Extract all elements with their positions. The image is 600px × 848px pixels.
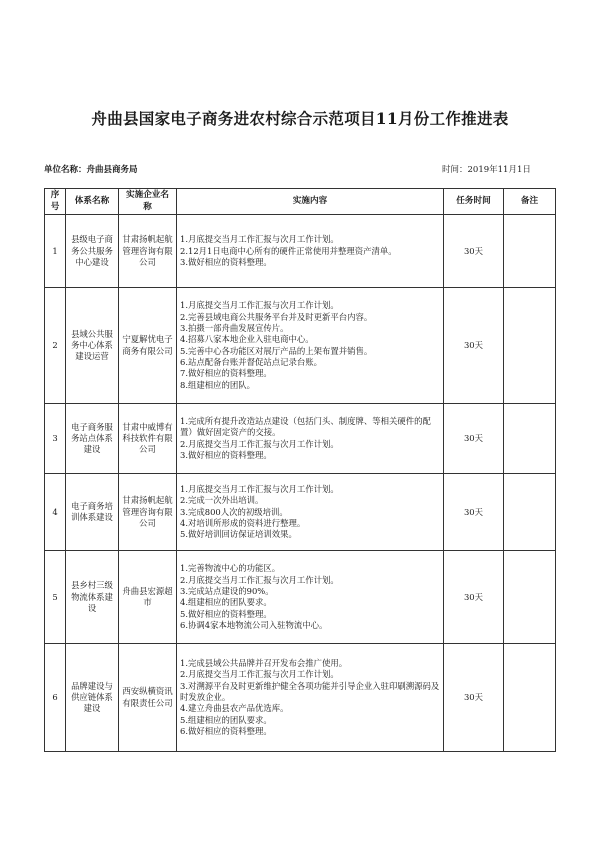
row-note xyxy=(504,215,556,288)
content-item: 2.月底提交当月工作汇报与次月工作计划。 xyxy=(180,669,339,680)
table-row xyxy=(45,551,556,644)
content-item: 5.做好相应的资料整理。 xyxy=(180,608,272,619)
row-time: 30天 xyxy=(444,474,504,551)
document-date: 时间：2019年11月1日 xyxy=(442,165,531,175)
row-seq: 6 xyxy=(45,644,66,752)
content-item: 1.月底提交当月工作汇报与次月工作计划。 xyxy=(180,300,339,311)
content-item: 1.完成县域公共品牌并召开发布会推广使用。 xyxy=(180,657,348,668)
row-seq: 3 xyxy=(45,404,66,474)
content-item: 1.月底提交当月工作汇报与次月工作计划。 xyxy=(180,234,339,245)
content-item: 8.组建相应的团队。 xyxy=(180,379,255,390)
content-item: 2.完善县域电商公共服务平台并及时更新平台内容。 xyxy=(180,311,373,322)
row-content xyxy=(177,404,444,474)
content-item: 2.完成一次外出培训。 xyxy=(180,495,264,506)
header-seq: 序号 xyxy=(45,189,66,215)
row-time: 30天 xyxy=(444,288,504,404)
header-system: 体系名称 xyxy=(66,189,119,215)
row-note xyxy=(504,644,556,752)
table-header-row xyxy=(45,189,556,215)
row-note xyxy=(504,474,556,551)
row-system: 品牌建设与供应链体系建设 xyxy=(66,644,119,752)
row-system: 电子商务培训体系建设 xyxy=(66,474,119,551)
row-company: 甘肃中威博有科技软件有限公司 xyxy=(119,404,177,474)
content-item: 5.完善中心各功能区对展厅产品的上架布置并销售。 xyxy=(180,345,373,356)
content-item: 2.月底提交当月工作汇报与次月工作计划。 xyxy=(180,574,339,585)
content-item: 2.12月1日电商中心所有的硬件正常使用并整理资产清单。 xyxy=(180,245,397,256)
table-row xyxy=(45,288,556,404)
row-note xyxy=(504,404,556,474)
row-content xyxy=(177,288,444,404)
row-note xyxy=(504,288,556,404)
row-time: 30天 xyxy=(444,551,504,644)
row-system: 电子商务服务站点体系建设 xyxy=(66,404,119,474)
row-content xyxy=(177,551,444,644)
row-time: 30天 xyxy=(444,404,504,474)
content-item: 1.完善物流中心的功能区。 xyxy=(180,563,281,574)
content-item: 6.站点配备台账并督促站点记录台账。 xyxy=(180,357,322,368)
content-item: 5.做好培训回访保证培训效果。 xyxy=(180,529,297,540)
content-item: 4.建立舟曲县农产品优选库。 xyxy=(180,703,289,714)
row-seq: 5 xyxy=(45,551,66,644)
row-company: 甘肃扬帆起航管理咨询有限公司 xyxy=(119,474,177,551)
content-item: 3.对溯源平台及时更新维护健全各项功能并引导企业入驻印刷溯源码及时发放企业。 xyxy=(180,680,440,703)
table-row xyxy=(45,215,556,288)
row-note xyxy=(504,551,556,644)
content-item: 2.月底提交当月工作汇报与次月工作计划。 xyxy=(180,438,339,449)
content-item: 3.做好相应的资料整理。 xyxy=(180,256,272,267)
content-item: 3.做好相应的资料整理。 xyxy=(180,450,272,461)
table-row xyxy=(45,644,556,752)
content-item: 4.招募八家本地企业入驻电商中心。 xyxy=(180,334,314,345)
row-seq: 1 xyxy=(45,215,66,288)
header-company: 实施企业名称 xyxy=(119,189,177,215)
row-seq: 2 xyxy=(45,288,66,404)
content-item: 4.对培训所形成的资料进行整理。 xyxy=(180,517,306,528)
row-time: 30天 xyxy=(444,215,504,288)
content-item: 5.组建相应的团队要求。 xyxy=(180,714,272,725)
content-item: 7.做好相应的资料整理。 xyxy=(180,368,272,379)
row-system: 县域公共服务中心体系建设运营 xyxy=(66,288,119,404)
row-content xyxy=(177,474,444,551)
row-company: 宁夏解忧电子商务有限公司 xyxy=(119,288,177,404)
work-progress-table xyxy=(44,188,556,752)
row-company: 舟曲县宏源超市 xyxy=(119,551,177,644)
content-item: 6.做好相应的资料整理。 xyxy=(180,726,272,737)
row-content xyxy=(177,644,444,752)
document-title: 舟曲县国家电子商务进农村综合示范项目11月份工作推进表 xyxy=(91,109,509,128)
table-row xyxy=(45,474,556,551)
row-content xyxy=(177,215,444,288)
row-company: 甘肃扬帆起航管理咨询有限公司 xyxy=(119,215,177,288)
unit-name: 单位名称：舟曲县商务局 xyxy=(44,165,138,175)
header-time: 任务时间 xyxy=(444,189,504,215)
row-system: 县乡村三级物流体系建设 xyxy=(66,551,119,644)
row-system: 县级电子商务公共服务中心建设 xyxy=(66,215,119,288)
header-content: 实施内容 xyxy=(177,189,444,215)
content-item: 3.完成站点建设的90%。 xyxy=(180,585,274,596)
header-note: 备注 xyxy=(504,189,556,215)
content-item: 4.组建相应的团队要求。 xyxy=(180,597,272,608)
content-item: 1.月底提交当月工作汇报与次月工作计划。 xyxy=(180,483,339,494)
row-time: 30天 xyxy=(444,644,504,752)
row-company: 西安纵横资讯有限责任公司 xyxy=(119,644,177,752)
row-seq: 4 xyxy=(45,474,66,551)
table-row xyxy=(45,404,556,474)
content-item: 3.拍摄一部舟曲发展宣传片。 xyxy=(180,323,289,333)
content-item: 1.完成所有提升改造站点建设（包括门头、制度牌、等相关硬件的配置）做好固定资产的交接。 xyxy=(180,416,431,438)
content-item: 3.完成800人次的初级培训。 xyxy=(180,506,288,517)
content-item: 6.协调4家本地物流公司入驻物流中心。 xyxy=(180,619,328,630)
